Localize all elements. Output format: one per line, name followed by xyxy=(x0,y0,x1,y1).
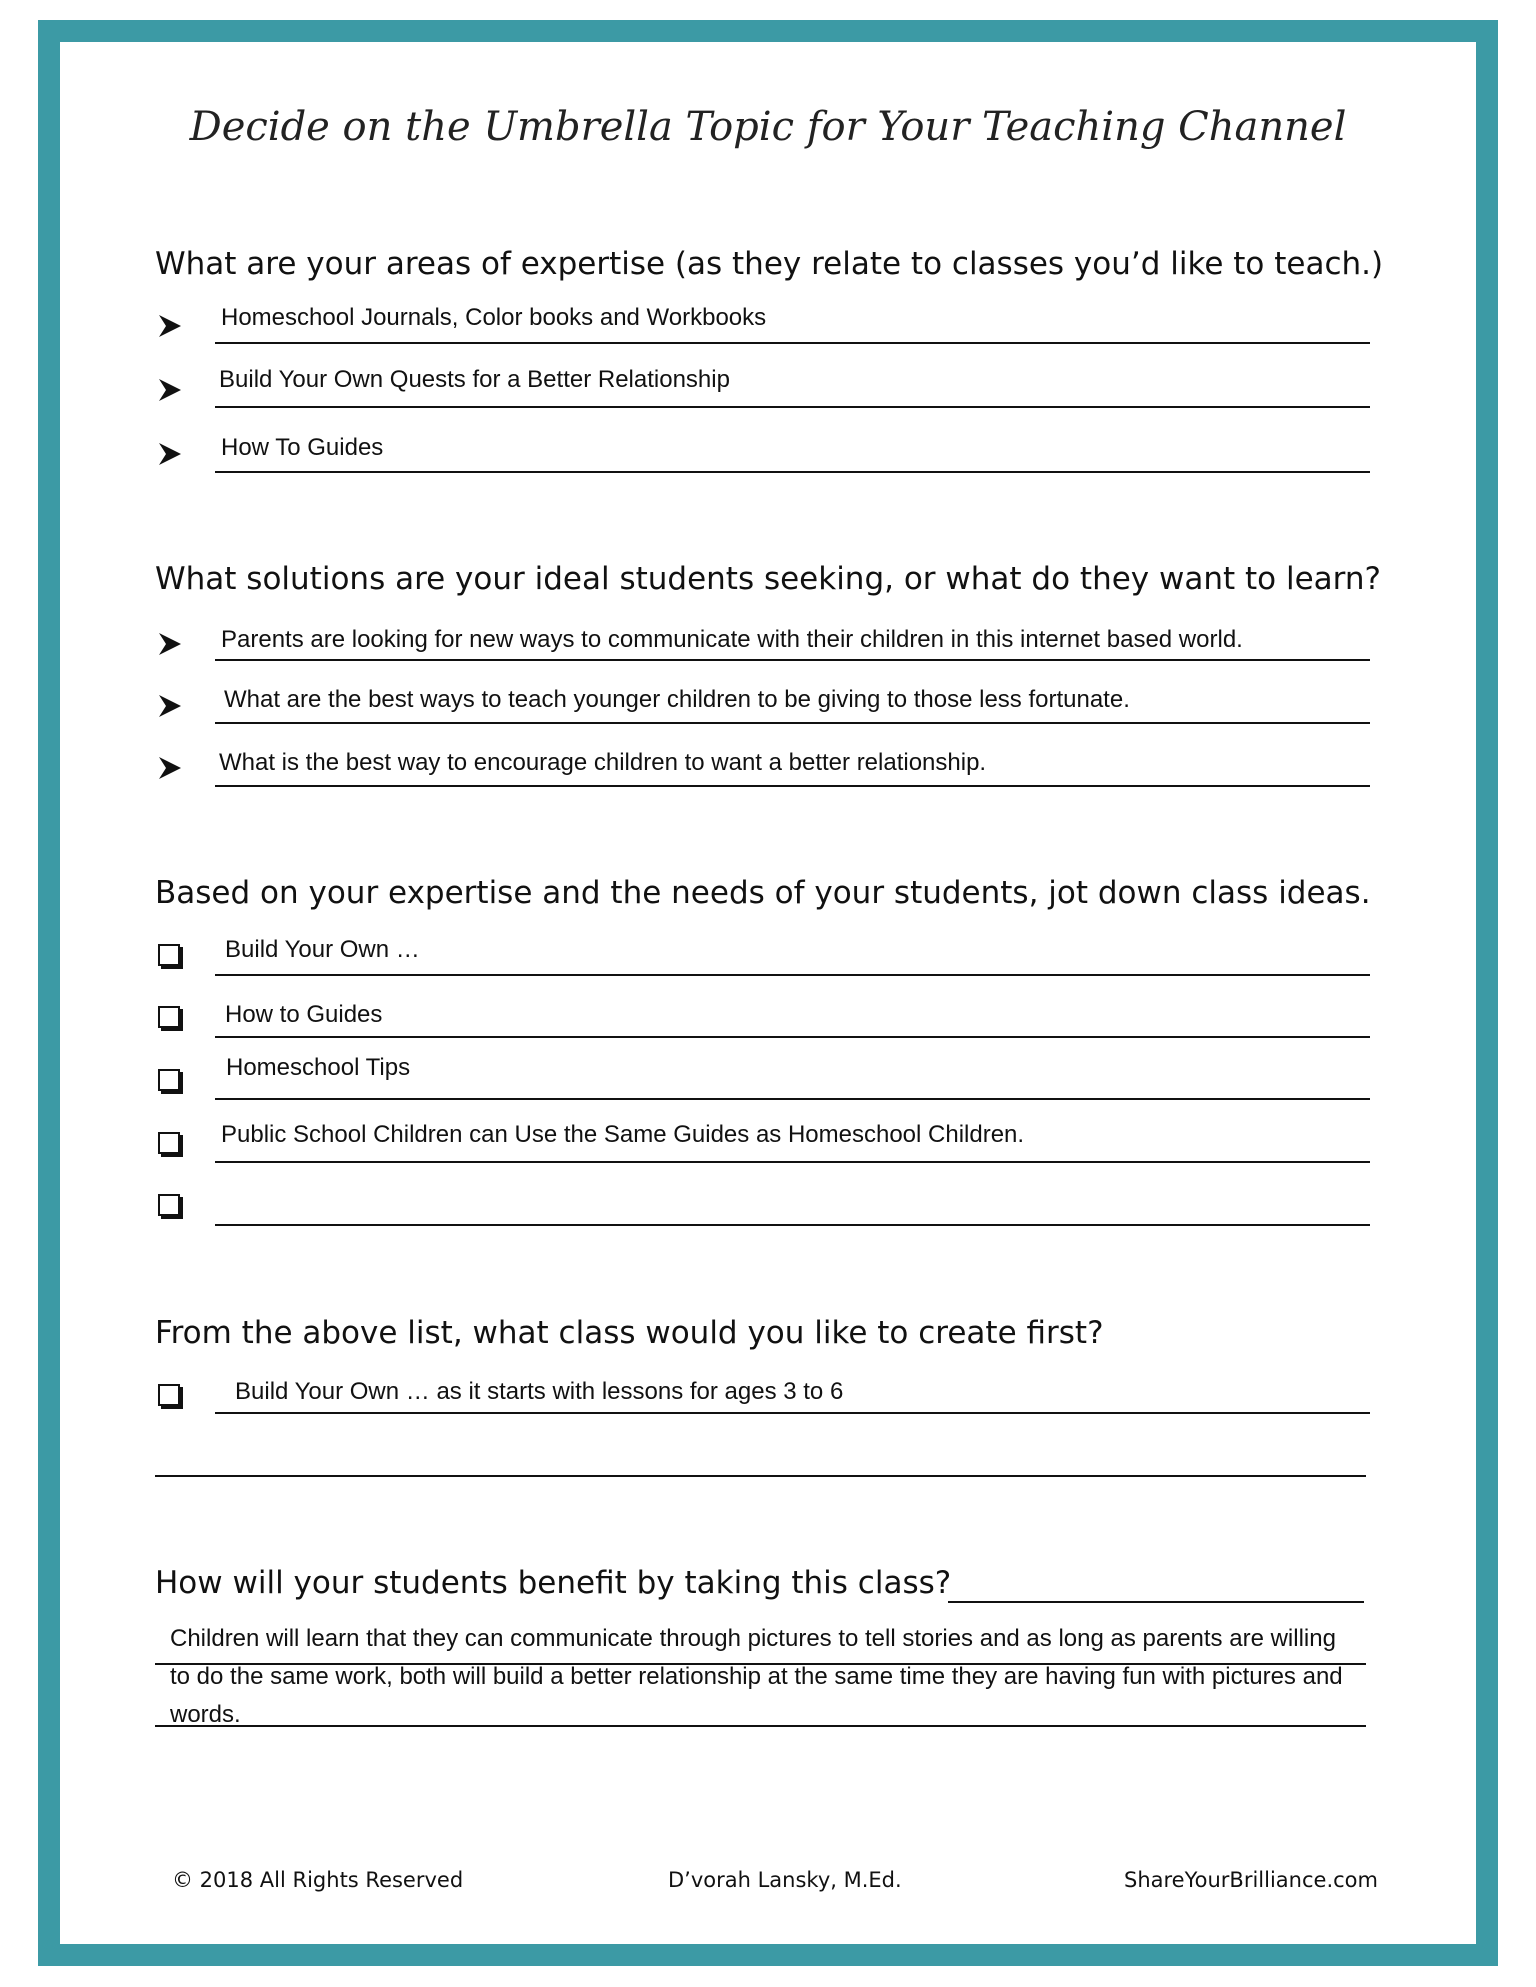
checkbox-icon[interactable] xyxy=(158,1194,180,1216)
section-heading-benefit: How will your students benefit by taking this class? xyxy=(155,1565,952,1601)
class-idea-1[interactable]: Build Your Own … xyxy=(225,936,420,963)
answer-line xyxy=(215,406,1370,408)
answer-line xyxy=(215,1036,1370,1038)
page-title: Decide on the Umbrella Topic for Your Teaching Channel xyxy=(189,104,1347,150)
solutions-item-2[interactable]: What are the best ways to teach younger children to be giving to those less fortunate. xyxy=(224,686,1130,713)
section-heading-first-class: From the above list, what class would you like to create first? xyxy=(155,1315,1104,1351)
benefit-answer[interactable]: Children will learn that they can communicate through pictures to tell stories and as long as parents are willing to do the same work, both will build a better relationship at the same time they are having fun with pictures and words. xyxy=(170,1625,1343,1728)
answer-line xyxy=(215,471,1370,473)
section-heading-class-ideas: Based on your expertise and the needs of your students, jot down class ideas. xyxy=(155,875,1371,911)
answer-line xyxy=(215,1224,1370,1226)
answer-line xyxy=(155,1725,1366,1727)
section-heading-solutions: What solutions are your ideal students seeking, or what do they want to learn? xyxy=(155,561,1381,597)
arrowhead-bullet-icon xyxy=(156,312,184,340)
solutions-item-3[interactable]: What is the best way to encourage children to want a better relationship. xyxy=(219,749,987,776)
answer-line xyxy=(215,785,1370,787)
arrowhead-bullet-icon xyxy=(156,440,184,468)
arrowhead-bullet-icon xyxy=(156,376,184,404)
footer-copyright: © 2018 All Rights Reserved xyxy=(172,1868,464,1892)
answer-line xyxy=(215,722,1370,724)
footer-website[interactable]: ShareYourBrilliance.com xyxy=(1124,1868,1378,1892)
answer-line xyxy=(215,342,1370,344)
expertise-item-3[interactable]: How To Guides xyxy=(221,434,384,461)
expertise-item-1[interactable]: Homeschool Journals, Color books and Workbooks xyxy=(221,304,767,331)
arrowhead-bullet-icon xyxy=(156,754,184,782)
footer-author: D’vorah Lansky, M.Ed. xyxy=(668,1868,902,1892)
checkbox-icon[interactable] xyxy=(158,1006,180,1028)
class-idea-4[interactable]: Public School Children can Use the Same Guides as Homeschool Children. xyxy=(221,1121,1025,1148)
answer-line xyxy=(215,1412,1370,1414)
checkbox-icon[interactable] xyxy=(158,944,180,966)
checkbox-icon[interactable] xyxy=(158,1069,180,1091)
answer-line xyxy=(155,1475,1366,1477)
arrowhead-bullet-icon xyxy=(156,692,184,720)
answer-line xyxy=(215,974,1370,976)
answer-line xyxy=(155,1663,1366,1665)
expertise-item-2[interactable]: Build Your Own Quests for a Better Relationship xyxy=(219,366,730,393)
class-idea-3[interactable]: Homeschool Tips xyxy=(226,1054,411,1081)
solutions-item-1[interactable]: Parents are looking for new ways to communicate with their children in this internet based world. xyxy=(221,626,1243,653)
answer-line xyxy=(215,1161,1370,1163)
class-idea-2[interactable]: How to Guides xyxy=(225,1001,383,1028)
answer-line xyxy=(215,659,1370,661)
checkbox-icon[interactable] xyxy=(158,1132,180,1154)
arrowhead-bullet-icon xyxy=(156,630,184,658)
checkbox-icon[interactable] xyxy=(158,1384,180,1406)
answer-line xyxy=(948,1601,1364,1603)
answer-line xyxy=(215,1098,1370,1100)
first-class-item[interactable]: Build Your Own … as it starts with lessons for ages 3 to 6 xyxy=(235,1378,844,1405)
section-heading-expertise: What are your areas of expertise (as they relate to classes you’d like to teach.) xyxy=(155,246,1384,282)
